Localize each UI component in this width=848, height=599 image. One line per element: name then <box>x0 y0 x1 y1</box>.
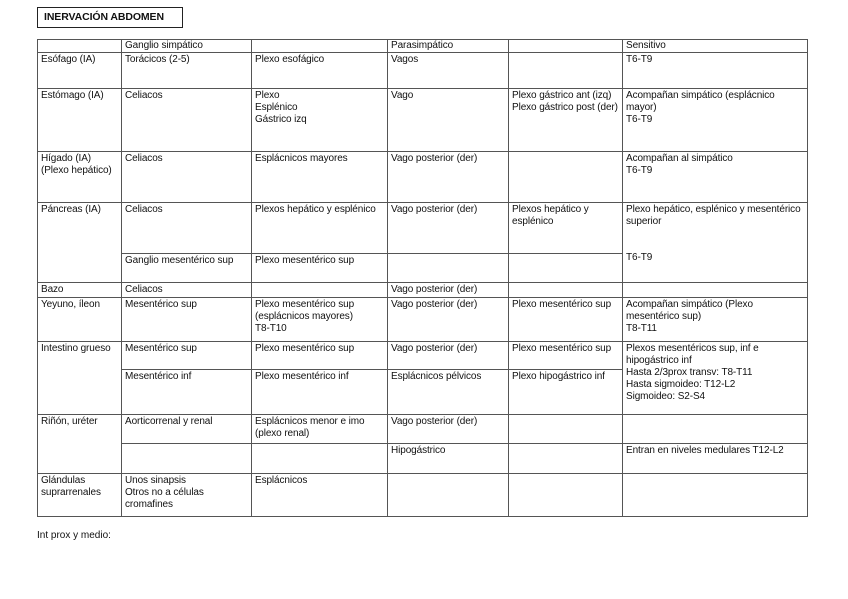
plexo-simpatico-cell: Plexo mesentérico inf <box>252 370 388 415</box>
header-ganglio-simpatico: Ganglio simpático <box>122 40 252 53</box>
parasimpatico-cell: Vago posterior (der) <box>388 283 509 298</box>
ganglio-cell: Aorticorrenal y renal <box>122 415 252 444</box>
plexo-parasimpatico-cell <box>509 415 623 444</box>
table-row <box>38 53 808 89</box>
table-row <box>38 342 808 370</box>
cell-line: Acompañan simpático (Plexo mesentérico sup) <box>626 299 753 322</box>
ganglio-cell: Mesentérico sup <box>122 342 252 370</box>
plexo-parasimpatico-cell: Plexos hepático y esplénico <box>509 203 623 254</box>
plexo-parasimpatico-cell <box>509 283 623 298</box>
organ-cell: Estómago (IA) <box>38 89 122 152</box>
footnote: Int prox y medio: <box>37 530 111 541</box>
sensitivo-cell <box>623 342 808 415</box>
ganglio-cell <box>122 444 252 474</box>
parasimpatico-cell: Vago posterior (der) <box>388 415 509 444</box>
cell-line: Unos sinapsis <box>125 475 186 486</box>
ganglio-cell: Celiacos <box>122 203 252 254</box>
table-row <box>38 152 808 203</box>
organ-cell: Riñón, uréter <box>38 415 122 474</box>
cell-line: T6-T9 <box>626 252 653 263</box>
sensitivo-cell <box>623 474 808 517</box>
plexo-simpatico-cell: Esplácnicos <box>252 474 388 517</box>
parasimpatico-cell: Vagos <box>388 53 509 89</box>
table-row <box>38 203 808 254</box>
sensitivo-cell <box>623 415 808 444</box>
table-row <box>38 283 808 298</box>
plexo-simpatico-cell <box>252 444 388 474</box>
sensitivo-cell <box>623 298 808 342</box>
ganglio-cell <box>122 474 252 517</box>
table-header-row <box>38 40 808 53</box>
cell-line: Plexo gástrico ant (izq) <box>512 90 612 101</box>
plexo-simpatico-cell: Plexos hepático y esplénico <box>252 203 388 254</box>
cell-line: T8-T11 <box>626 323 657 334</box>
cell-line: Plexo hepático, esplénico y mesentérico superior <box>626 204 801 227</box>
plexo-parasimpatico-cell <box>509 254 623 283</box>
plexo-simpatico-cell: Plexo esofágico <box>252 53 388 89</box>
cell-line: Acompañan al simpático <box>626 153 733 164</box>
plexo-simpatico-cell: Esplácnicos mayores <box>252 152 388 203</box>
table-row <box>38 298 808 342</box>
ganglio-cell: Celiacos <box>122 89 252 152</box>
plexo-simpatico-cell <box>252 89 388 152</box>
parasimpatico-cell: Esplácnicos pélvicos <box>388 370 509 415</box>
ganglio-cell: Mesentérico inf <box>122 370 252 415</box>
organ-cell: Intestino grueso <box>38 342 122 415</box>
table-row <box>38 474 808 517</box>
header-parasimpatico: Parasimpático <box>388 40 509 53</box>
header-cell <box>252 40 388 53</box>
cell-line: Plexo mesentérico sup (esplácnicos mayores) <box>255 299 355 322</box>
header-sensitivo: Sensitivo <box>623 40 808 53</box>
plexo-simpatico-cell: Plexo mesentérico sup <box>252 254 388 283</box>
parasimpatico-cell: Vago <box>388 89 509 152</box>
parasimpatico-cell: Vago posterior (der) <box>388 342 509 370</box>
sensitivo-cell <box>623 152 808 203</box>
plexo-parasimpatico-cell: Plexo mesentérico sup <box>509 298 623 342</box>
cell-line: Hasta 2/3prox transv: T8-T11 <box>626 367 753 378</box>
parasimpatico-cell <box>388 474 509 517</box>
plexo-parasimpatico-cell <box>509 444 623 474</box>
plexo-simpatico-cell: Esplácnicos menor e imo (plexo renal) <box>252 415 388 444</box>
plexo-parasimpatico-cell <box>509 53 623 89</box>
organ-cell: Bazo <box>38 283 122 298</box>
organ-cell: Yeyuno, íleon <box>38 298 122 342</box>
cell-line: Hasta sigmoideo: T12-L2 <box>626 379 736 390</box>
organ-cell: Esófago (IA) <box>38 53 122 89</box>
cell-line: Sigmoideo: S2-S4 <box>626 391 706 402</box>
sensitivo-cell <box>623 203 808 283</box>
plexo-parasimpatico-cell: Plexo mesentérico sup <box>509 342 623 370</box>
cell-line: Acompañan simpático (esplácnico mayor) <box>626 90 775 113</box>
innervation-table <box>37 39 808 517</box>
ganglio-cell: Ganglio mesentérico sup <box>122 254 252 283</box>
ganglio-cell: Torácicos (2-5) <box>122 53 252 89</box>
header-cell <box>509 40 623 53</box>
cell-line: T8-T10 <box>255 323 287 334</box>
plexo-simpatico-cell <box>252 298 388 342</box>
organ-cell: Hígado (IA) (Plexo hepático) <box>38 152 122 203</box>
table-row <box>38 415 808 444</box>
plexo-parasimpatico-cell <box>509 89 623 152</box>
header-cell <box>38 40 122 53</box>
page-title: INERVACIÓN ABDOMEN <box>37 7 183 28</box>
cell-line: Otros no a células cromafines <box>125 487 204 510</box>
parasimpatico-cell <box>388 254 509 283</box>
plexo-simpatico-cell <box>252 283 388 298</box>
ganglio-cell: Mesentérico sup <box>122 298 252 342</box>
cell-line: T6-T9 <box>626 165 653 176</box>
plexo-simpatico-cell: Plexo mesentérico sup <box>252 342 388 370</box>
cell-line: Plexo gástrico post (der) <box>512 102 618 113</box>
organ-cell: Glándulas suprarrenales <box>38 474 122 517</box>
plexo-parasimpatico-cell: Plexo hipogástrico inf <box>509 370 623 415</box>
sensitivo-cell <box>623 89 808 152</box>
cell-line: T6-T9 <box>626 114 653 125</box>
cell-line: Gástrico izq <box>255 114 307 125</box>
plexo-parasimpatico-cell <box>509 474 623 517</box>
table-row <box>38 89 808 152</box>
parasimpatico-cell: Hipogástrico <box>388 444 509 474</box>
ganglio-cell: Celiacos <box>122 152 252 203</box>
ganglio-cell: Celiacos <box>122 283 252 298</box>
cell-line: Plexos mesentéricos sup, inf e hipogástrico inf <box>626 343 759 366</box>
plexo-parasimpatico-cell <box>509 152 623 203</box>
cell-line: Plexo <box>255 90 280 101</box>
organ-cell: Páncreas (IA) <box>38 203 122 283</box>
parasimpatico-cell: Vago posterior (der) <box>388 203 509 254</box>
parasimpatico-cell: Vago posterior (der) <box>388 298 509 342</box>
cell-line: Esplénico <box>255 102 298 113</box>
sensitivo-cell: T6-T9 <box>623 53 808 89</box>
parasimpatico-cell: Vago posterior (der) <box>388 152 509 203</box>
table-row <box>38 444 808 474</box>
sensitivo-cell <box>623 283 808 298</box>
sensitivo-cell: Entran en niveles medulares T12-L2 <box>623 444 808 474</box>
